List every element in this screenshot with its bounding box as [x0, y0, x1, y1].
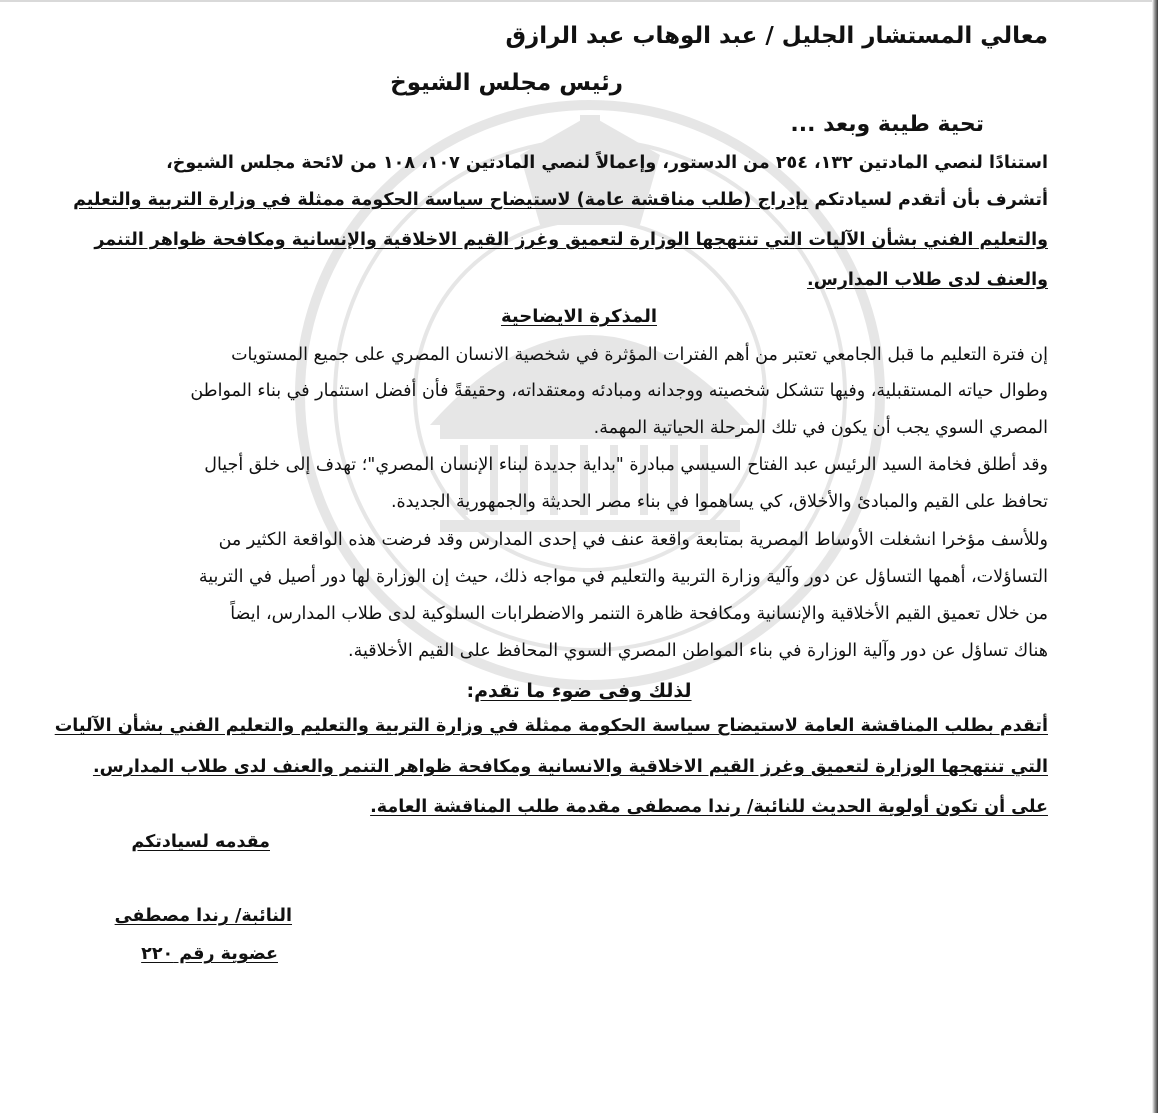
intro-line-2-underlined: بإدراج (طلب مناقشة عامة) لاستيضاح سياسة الحكومة ممثلة في وزارة التربية والتعليم [73, 190, 809, 210]
memo-line: المصري السوي يجب أن يكون في تلك المرحلة الحياتية المهمة. [593, 418, 1048, 438]
intro-line-3: والتعليم الفني بشأن الآليات التي تنتهجها الوزارة لتعميق وغرز القيم الاخلاقية والإنسانية ومكافحة ظواهر التنمر [94, 230, 1048, 250]
memo-line: تحافظ على القيم والمبادئ والأخلاق، كي يساهموا في بناء مصر الحديثة والجمهورية الجديدة. [390, 492, 1048, 512]
signatory-name: النائبة/ رندا مصطفى [114, 906, 292, 926]
membership-number: عضوية رقم ٢٢٠ [141, 944, 278, 964]
memo-line: وللأسف مؤخرا انشغلت الأوساط المصرية بمتابعة واقعة عنف في إحدى المدارس وقد فرضت هذه الواقعة الكثير من [218, 530, 1048, 550]
memo-line: التساؤلات، أهمها التساؤل عن دور وآلية وزارة التربية والتعليم في مواجه ذلك، حيث إن الوزارة لها دور أصيل في التربية [198, 567, 1048, 587]
request-heading-text: لذلك وفى ضوء ما تقدم [474, 680, 692, 702]
addressee-line: معالي المستشار الجليل / عبد الوهاب عبد الرازق [505, 23, 1048, 49]
intro-line-1: استنادًا لنصي المادتين ١٣٢، ٢٥٤ من الدستور، وإعمالاً لنصي المادتين ١٠٧، ١٠٨ من لائحة مجلس الشيوخ، [166, 153, 1048, 173]
request-line: على أن تكون أولوية الحديث للنائبة/ رندا مصطفى مقدمة طلب المناقشة العامة. [370, 797, 1048, 817]
intro-line-2-prefix: أتشرف بأن أتقدم لسيادتكم [808, 190, 1048, 210]
memo-title: المذكرة الايضاحية [500, 306, 657, 327]
intro-line-4: والعنف لدى طلاب المدارس. [807, 270, 1048, 290]
memo-line: إن فترة التعليم ما قبل الجامعي تعتبر من أهم الفترات المؤثرة في شخصية الانسان المصري على جميع المستويات [231, 345, 1048, 365]
request-heading [0, 680, 1158, 702]
submitted-by-line: مقدمه لسيادتكم [131, 832, 270, 852]
request-heading-colon: : [466, 680, 475, 702]
memo-line: من خلال تعميق القيم الأخلاقية والإنسانية ومكافحة ظاهرة التنمر والاضطرابات السلوكية لدى طلاب المدارس، ايضاً [230, 604, 1048, 624]
request-line: التي تنتهجها الوزارة لتعميق وغرز القيم الاخلاقية والانسانية ومكافحة ظواهر التنمر والعنف لدى طلاب المدارس. [92, 757, 1048, 777]
position-line: رئيس مجلس الشيوخ [390, 70, 623, 96]
memo-line: وطوال حياته المستقبلية، وفيها تتشكل شخصيته ووجدانه ومبادئه ومعتقداته، وحقيقةً فأن أفضل استثمار في بناء المواطن [190, 381, 1048, 401]
request-line: أتقدم بطلب المناقشة العامة لاستيضاح سياسة الحكومة ممثلة في وزارة التربية والتعليم والتعليم الفني بشأن الآليات [54, 716, 1048, 736]
memo-line: هناك تساؤل عن دور وآلية الوزارة في بناء المواطن المصري السوي المحافظ على القيم الأخلاقية. [348, 641, 1048, 661]
greeting-line: تحية طيبة وبعد ... [790, 112, 984, 137]
memo-line: وقد أطلق فخامة السيد الرئيس عبد الفتاح السيسي مبادرة "بداية جديدة لبناء الإنسان المصري"؛ تهدف إلى خلق أجيال [204, 455, 1048, 475]
intro-line-2 [73, 190, 1048, 211]
